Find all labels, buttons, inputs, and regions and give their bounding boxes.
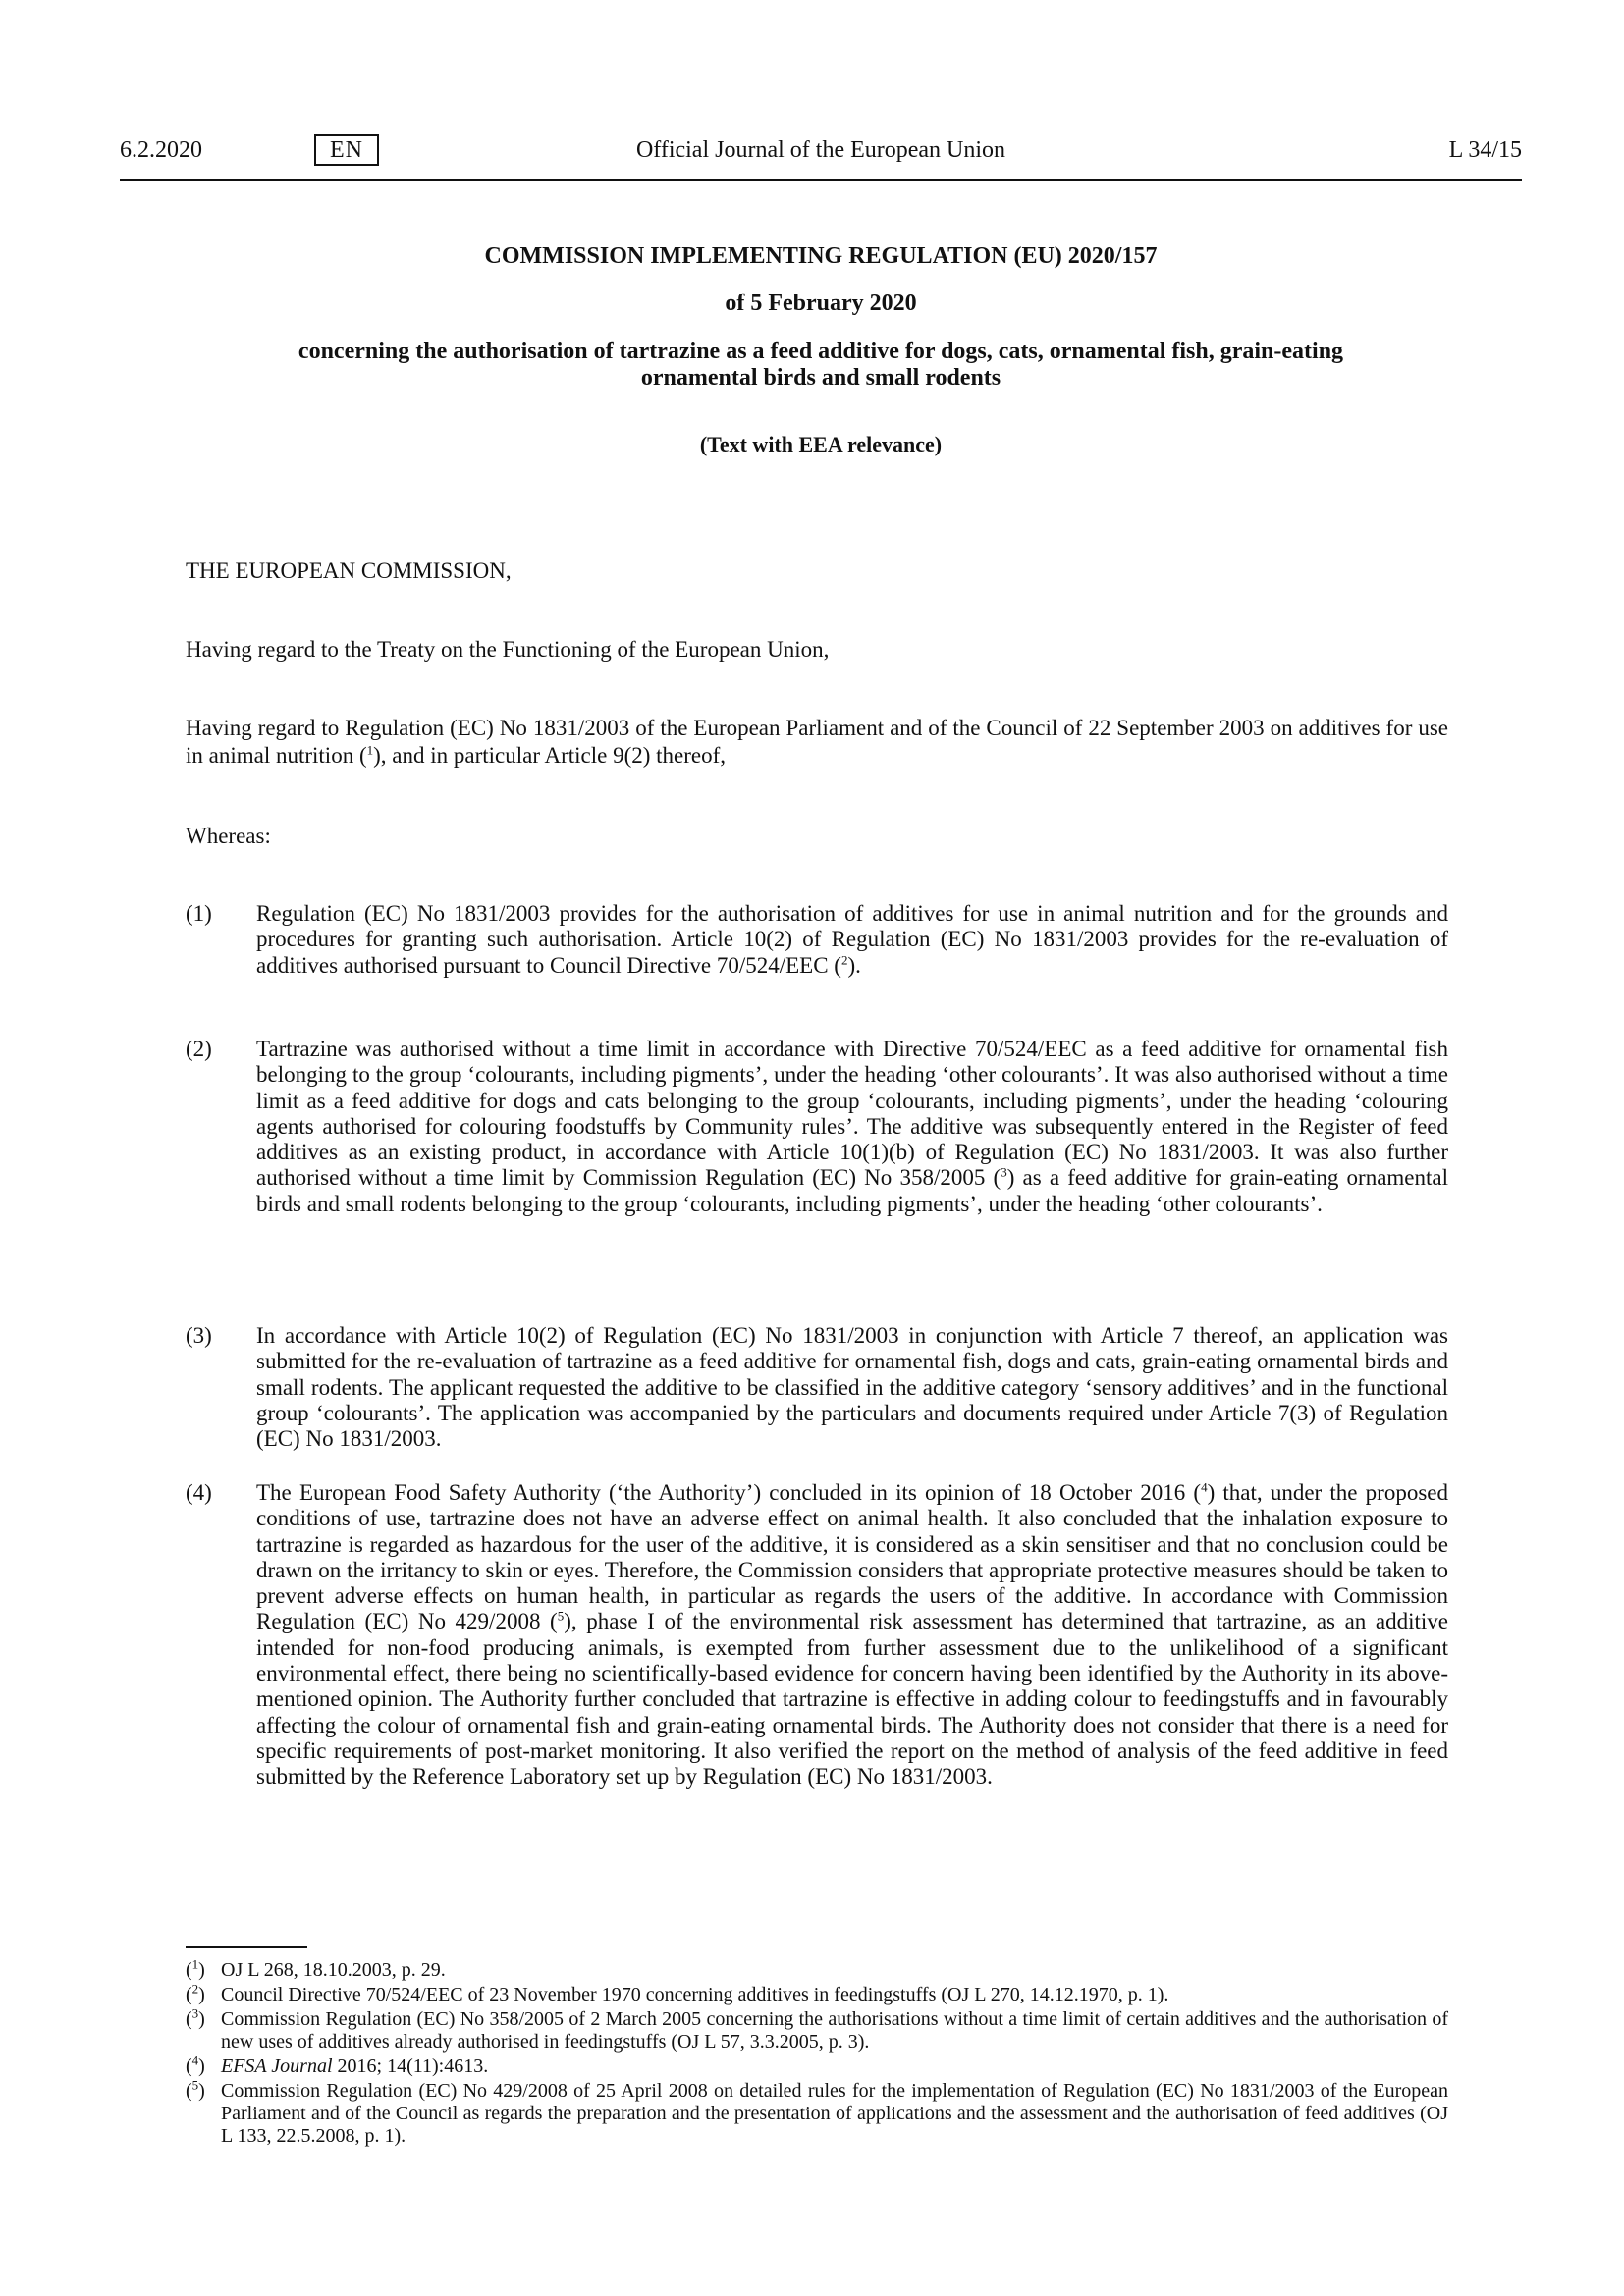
recital-text-part: ). [847, 952, 861, 978]
recital-text-part: The European Food Safety Authority (‘the Authority’) concluded in its opinion of 18 October 2016 ( [256, 1480, 1202, 1505]
footnote-ref[interactable]: 1 [366, 742, 374, 758]
recital-number: (2) [186, 1037, 212, 1061]
footnote-mark: ($^5$) [186, 2077, 205, 2102]
footnote [186, 2053, 1448, 2078]
citation-text: ), and in particular Article 9(2) thereof, [373, 743, 727, 768]
footnote-ref[interactable]: 3 [1001, 1164, 1007, 1180]
footnote-text-part: 2016; 14(11):4613. [332, 2056, 489, 2077]
regulation-citation [186, 715, 1448, 770]
footnote-number: 3 [191, 2005, 199, 2021]
footnote-text: Commission Regulation (EC) No 358/2005 of 2 March 2005 concerning the authorisations without a time limit of certain additives and the authorisation of new uses of additives already authorised in feedingstuffs (OJ L 57, 3.3.2005, p. 3). [221, 2008, 1448, 2053]
footnote-text: Commission Regulation (EC) No 429/2008 of 25 April 2008 on detailed rules for the implementation of Regulation (EC) No 1831/2003 of the European Parliament and of the Council as regards the preparation and the presentation of applications and the assessment and the authorisation of feed additives (OJ L 133, 22.5.2008, p. 1). [221, 2080, 1448, 2147]
page-reference: L 34/15 [1448, 137, 1522, 163]
footnote-text: OJ L 268, 18.10.2003, p. 29. [221, 1959, 446, 1981]
regulation-title: COMMISSION IMPLEMENTING REGULATION (EU) 2020/157 [484, 243, 1158, 269]
footnote-divider [186, 1946, 307, 1948]
footnote-mark: ($^2$) [186, 1981, 205, 2005]
footnotes [186, 1956, 1448, 2150]
regulation-subject: concerning the authorisation of tartrazine as a feed additive for dogs, cats, ornamental fish, grain-eating ornamental birds and small rodents [298, 339, 1344, 391]
footnote-mark: ($^3$) [186, 2005, 205, 2030]
recital [186, 1480, 1448, 1790]
footnote-text [221, 2056, 1448, 2078]
footnote-number: 2 [191, 1981, 199, 1997]
footnote-ref[interactable]: 2 [840, 951, 848, 967]
footnote [186, 1956, 1448, 1982]
language-badge: EN [314, 134, 379, 166]
recital-number: (4) [186, 1480, 212, 1505]
recital [186, 901, 1448, 979]
footnote [186, 1981, 1448, 2006]
publication-date: 6.2.2020 [120, 137, 202, 163]
footnote-number: 1 [191, 1956, 199, 1972]
footnote-number: 5 [191, 2077, 199, 2093]
recital-text [256, 1037, 1448, 1217]
recital-text-part: Regulation (EC) No 1831/2003 provides for the authorisation of additives for use in animal nutrition and for the grounds and procedures for granting such authorisation. Article 10(2) of Regulation (EC) No 1831/2003 provides for the re-evaluation of additives authorised pursuant to Council Directive 70/524/EEC ( [256, 901, 1448, 978]
whereas-heading: Whereas: [186, 824, 271, 848]
recital-text: In accordance with Article 10(2) of Regulation (EC) No 1831/2003 in conjunction with Article 7 thereof, an application was submitted for the re-evaluation of tartrazine as a feed additive for ornamental fish, dogs and cats, grain-eating ornamental birds and small rodents. The applicant requested the additive to be classified in the additive category ‘sensory additives’ and in the functional group ‘colourants’. The application was accompanied by the particulars and documents required under Article 7(3) of Regulation (EC) No 1831/2003. [256, 1323, 1448, 1452]
recital-text-part: ), phase I of the environmental risk assessment has determined that tartrazine, as an additive intended for non-food producing animals, is exempted from further assessment due to the unlikelihood of a significant environmental effect, there being no scientifically-based evidence for concern having been identified by the Authority in its above-mentioned opinion. The Authority further concluded that tartrazine is effective in adding colour to feedingstuffs and in favourably affecting the colour of ornamental fish and grain-eating ornamental birds. The Authority does not consider that there is a need for specific requirements of post-market monitoring. It also verified the report on the method of analysis of the feed additive in feed submitted by the Reference Laboratory set up by Regulation (EC) No 1831/2003. [256, 1609, 1448, 1789]
recital-number: (1) [186, 901, 212, 926]
footnote [186, 2077, 1448, 2148]
footnote-ref[interactable]: 4 [1201, 1479, 1208, 1495]
regulation-date: of 5 February 2020 [725, 291, 917, 316]
footnote-ref[interactable]: 5 [557, 1608, 565, 1624]
recital-text-part: Tartrazine was authorised without a time limit in accordance with Directive 70/524/EEC as a feed additive for ornamental fish belonging to the group ‘colourants, including pigments’, under the heading ‘other colourants’. It was also authorised without a time limit as a feed additive for dogs and cats belonging to the group ‘colourants, including pigments’, under the heading ‘colouring agents authorised for colouring foodstuffs by Community rules’. The additive was subsequently entered in the Register of feed additives as an existing product, in accordance with Article 10(1)(b) of Regulation (EC) No 1831/2003. It was also further authorised without a time limit by Commission Regulation (EC) No 358/2005 ( [256, 1037, 1448, 1191]
journal-title: EFSA Journal [221, 2056, 333, 2077]
treaty-citation: Having regard to the Treaty on the Functioning of the European Union, [186, 637, 830, 662]
commission-heading: THE EUROPEAN COMMISSION, [186, 559, 512, 583]
footnote-mark: ($^1$) [186, 1956, 205, 1981]
recital [186, 1323, 1448, 1452]
footnote-number: 4 [191, 2053, 199, 2068]
journal-name: Official Journal of the European Union [635, 137, 1006, 163]
footnote-text: Council Directive 70/524/EEC of 23 November 1970 concerning additives in feedingstuffs (OJ L 270, 14.12.1970, p. 1). [221, 1984, 1169, 2005]
recital-text [256, 1480, 1448, 1790]
citation-text: Having regard to Regulation (EC) No 1831/2003 of the European Parliament and of the Council of 22 September 2003 on additives for use in animal nutrition ( [186, 716, 1448, 768]
page-header [120, 132, 1522, 181]
eea-relevance: (Text with EEA relevance) [699, 432, 943, 456]
recital-number: (3) [186, 1323, 212, 1348]
recital-text-part: ) as a feed additive for grain-eating ornamental birds and small rodents belonging to the group ‘colourants, including pigments’, under the heading ‘other colourants’. [256, 1165, 1449, 1216]
recital [186, 1037, 1448, 1217]
footnote-mark: ($^4$) [186, 2053, 205, 2077]
recital-text [256, 901, 1448, 979]
footnote [186, 2005, 1448, 2054]
recital-text-part: ) that, under the proposed conditions of use, tartrazine does not have an adverse effect on animal health. It also concluded that the inhalation exposure to tartrazine is regarded as hazardous for the user of the additive, it is considered as a skin sensitiser and that no conclusion could be drawn on the irritancy to skin or eyes. Therefore, the Commission considers that appropriate protective measures should be taken to prevent adverse effects on human health, in particular as regards the users of the additive. In accordance with Commission Regulation (EC) No 429/2008 ( [256, 1480, 1448, 1634]
